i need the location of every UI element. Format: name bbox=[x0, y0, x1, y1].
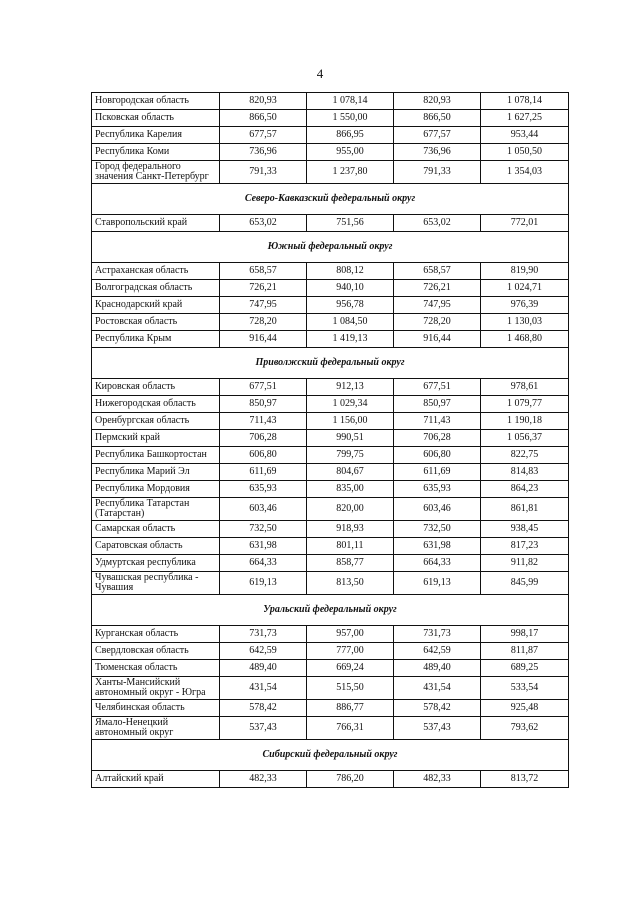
region-name-cell: Псковская область bbox=[92, 110, 220, 127]
table-row bbox=[92, 521, 569, 538]
value-cell-col-1: 791,33 bbox=[220, 161, 307, 184]
value-cell-col-1: 677,57 bbox=[220, 127, 307, 144]
value-cell-col-3: 916,44 bbox=[394, 331, 481, 348]
table-row bbox=[92, 297, 569, 314]
table-row bbox=[92, 314, 569, 331]
value-cell-col-3: 866,50 bbox=[394, 110, 481, 127]
value-cell-col-4: 1 050,50 bbox=[481, 144, 569, 161]
value-cell-col-2: 955,00 bbox=[307, 144, 394, 161]
value-cell-col-3: 711,43 bbox=[394, 413, 481, 430]
value-cell-col-2: 912,13 bbox=[307, 379, 394, 396]
region-name-cell: Ханты-Мансийский автономный округ - Югра bbox=[92, 677, 220, 700]
table-row bbox=[92, 396, 569, 413]
value-cell-col-3: 653,02 bbox=[394, 215, 481, 232]
value-cell-col-2: 766,31 bbox=[307, 717, 394, 740]
value-cell-col-1: 664,33 bbox=[220, 555, 307, 572]
table-row bbox=[92, 677, 569, 700]
federal-district-heading: Северо-Кавказский федеральный округ bbox=[92, 184, 569, 215]
value-cell-col-3: 619,13 bbox=[394, 572, 481, 595]
value-cell-col-3: 631,98 bbox=[394, 538, 481, 555]
value-cell-col-2: 940,10 bbox=[307, 280, 394, 297]
region-name-cell: Тюменская область bbox=[92, 660, 220, 677]
value-cell-col-1: 726,21 bbox=[220, 280, 307, 297]
table-row bbox=[92, 430, 569, 447]
value-cell-col-4: 1 468,80 bbox=[481, 331, 569, 348]
section-header-row bbox=[92, 740, 569, 771]
value-cell-col-2: 1 550,00 bbox=[307, 110, 394, 127]
table-row bbox=[92, 280, 569, 297]
value-cell-col-3: 747,95 bbox=[394, 297, 481, 314]
value-cell-col-1: 706,28 bbox=[220, 430, 307, 447]
value-cell-col-3: 677,57 bbox=[394, 127, 481, 144]
value-cell-col-2: 786,20 bbox=[307, 771, 394, 788]
value-cell-col-2: 918,93 bbox=[307, 521, 394, 538]
table-row bbox=[92, 700, 569, 717]
region-name-cell: Чувашская республика - Чувашия bbox=[92, 572, 220, 595]
table-row bbox=[92, 447, 569, 464]
value-cell-col-4: 1 056,37 bbox=[481, 430, 569, 447]
region-name-cell: Ямало-Ненецкий автономный округ bbox=[92, 717, 220, 740]
value-cell-col-4: 793,62 bbox=[481, 717, 569, 740]
value-cell-col-2: 990,51 bbox=[307, 430, 394, 447]
region-name-cell: Ставропольский край bbox=[92, 215, 220, 232]
value-cell-col-2: 866,95 bbox=[307, 127, 394, 144]
value-cell-col-4: 864,23 bbox=[481, 481, 569, 498]
value-cell-col-2: 804,67 bbox=[307, 464, 394, 481]
section-header-row bbox=[92, 348, 569, 379]
table-row bbox=[92, 263, 569, 280]
table-row bbox=[92, 771, 569, 788]
value-cell-col-3: 603,46 bbox=[394, 498, 481, 521]
federal-district-heading: Сибирский федеральный округ bbox=[92, 740, 569, 771]
region-name-cell: Республика Марий Эл bbox=[92, 464, 220, 481]
region-name-cell: Город федерального значения Санкт-Петербург bbox=[92, 161, 220, 184]
value-cell-col-2: 956,78 bbox=[307, 297, 394, 314]
region-name-cell: Свердловская область bbox=[92, 643, 220, 660]
region-name-cell: Пермский край bbox=[92, 430, 220, 447]
value-cell-col-3: 611,69 bbox=[394, 464, 481, 481]
table-row bbox=[92, 481, 569, 498]
value-cell-col-4: 938,45 bbox=[481, 521, 569, 538]
table-row bbox=[92, 93, 569, 110]
value-cell-col-3: 736,96 bbox=[394, 144, 481, 161]
value-cell-col-3: 728,20 bbox=[394, 314, 481, 331]
value-cell-col-1: 732,50 bbox=[220, 521, 307, 538]
value-cell-col-1: 728,20 bbox=[220, 314, 307, 331]
value-cell-col-1: 603,46 bbox=[220, 498, 307, 521]
value-cell-col-4: 911,82 bbox=[481, 555, 569, 572]
value-cell-col-3: 732,50 bbox=[394, 521, 481, 538]
value-cell-col-2: 820,00 bbox=[307, 498, 394, 521]
value-cell-col-2: 1 419,13 bbox=[307, 331, 394, 348]
page-number: 4 bbox=[316, 66, 324, 81]
value-cell-col-4: 772,01 bbox=[481, 215, 569, 232]
federal-district-heading: Южный федеральный округ bbox=[92, 232, 569, 263]
value-cell-col-3: 635,93 bbox=[394, 481, 481, 498]
region-name-cell: Удмуртская республика bbox=[92, 555, 220, 572]
value-cell-col-1: 482,33 bbox=[220, 771, 307, 788]
region-name-cell: Республика Коми bbox=[92, 144, 220, 161]
value-cell-col-4: 861,81 bbox=[481, 498, 569, 521]
value-cell-col-3: 791,33 bbox=[394, 161, 481, 184]
value-cell-col-1: 642,59 bbox=[220, 643, 307, 660]
value-cell-col-3: 431,54 bbox=[394, 677, 481, 700]
value-cell-col-1: 850,97 bbox=[220, 396, 307, 413]
value-cell-col-2: 1 029,34 bbox=[307, 396, 394, 413]
value-cell-col-1: 736,96 bbox=[220, 144, 307, 161]
value-cell-col-1: 653,02 bbox=[220, 215, 307, 232]
table-row bbox=[92, 717, 569, 740]
table-row bbox=[92, 379, 569, 396]
value-cell-col-2: 1 084,50 bbox=[307, 314, 394, 331]
value-cell-col-4: 1 024,71 bbox=[481, 280, 569, 297]
value-cell-col-4: 1 354,03 bbox=[481, 161, 569, 184]
value-cell-col-3: 482,33 bbox=[394, 771, 481, 788]
value-cell-col-2: 957,00 bbox=[307, 626, 394, 643]
table-row bbox=[92, 331, 569, 348]
value-cell-col-3: 677,51 bbox=[394, 379, 481, 396]
value-cell-col-2: 886,77 bbox=[307, 700, 394, 717]
region-name-cell: Краснодарский край bbox=[92, 297, 220, 314]
value-cell-col-3: 820,93 bbox=[394, 93, 481, 110]
region-name-cell: Республика Крым bbox=[92, 331, 220, 348]
section-header-row bbox=[92, 184, 569, 215]
value-cell-col-4: 925,48 bbox=[481, 700, 569, 717]
table-row bbox=[92, 110, 569, 127]
region-name-cell: Алтайский край bbox=[92, 771, 220, 788]
region-name-cell: Республика Башкортостан bbox=[92, 447, 220, 464]
value-cell-col-2: 751,56 bbox=[307, 215, 394, 232]
value-cell-col-3: 642,59 bbox=[394, 643, 481, 660]
value-cell-col-4: 1 078,14 bbox=[481, 93, 569, 110]
value-cell-col-2: 858,77 bbox=[307, 555, 394, 572]
value-cell-col-1: 611,69 bbox=[220, 464, 307, 481]
value-cell-col-4: 1 627,25 bbox=[481, 110, 569, 127]
value-cell-col-2: 835,00 bbox=[307, 481, 394, 498]
value-cell-col-4: 1 079,77 bbox=[481, 396, 569, 413]
value-cell-col-4: 998,17 bbox=[481, 626, 569, 643]
region-name-cell: Кировская область bbox=[92, 379, 220, 396]
table-row bbox=[92, 144, 569, 161]
value-cell-col-1: 619,13 bbox=[220, 572, 307, 595]
value-cell-col-4: 1 190,18 bbox=[481, 413, 569, 430]
value-cell-col-3: 606,80 bbox=[394, 447, 481, 464]
region-name-cell: Нижегородская область bbox=[92, 396, 220, 413]
value-cell-col-1: 635,93 bbox=[220, 481, 307, 498]
table-row bbox=[92, 538, 569, 555]
value-cell-col-2: 515,50 bbox=[307, 677, 394, 700]
value-cell-col-1: 731,73 bbox=[220, 626, 307, 643]
region-name-cell: Саратовская область bbox=[92, 538, 220, 555]
federal-district-heading: Приволжский федеральный округ bbox=[92, 348, 569, 379]
table-row bbox=[92, 127, 569, 144]
value-cell-col-3: 726,21 bbox=[394, 280, 481, 297]
value-cell-col-1: 578,42 bbox=[220, 700, 307, 717]
region-name-cell: Оренбургская область bbox=[92, 413, 220, 430]
region-name-cell: Республика Карелия bbox=[92, 127, 220, 144]
value-cell-col-3: 731,73 bbox=[394, 626, 481, 643]
region-name-cell: Курганская область bbox=[92, 626, 220, 643]
value-cell-col-3: 658,57 bbox=[394, 263, 481, 280]
table-row bbox=[92, 626, 569, 643]
value-cell-col-2: 669,24 bbox=[307, 660, 394, 677]
value-cell-col-4: 976,39 bbox=[481, 297, 569, 314]
value-cell-col-2: 777,00 bbox=[307, 643, 394, 660]
table-row bbox=[92, 643, 569, 660]
value-cell-col-3: 537,43 bbox=[394, 717, 481, 740]
value-cell-col-2: 1 156,00 bbox=[307, 413, 394, 430]
value-cell-col-3: 706,28 bbox=[394, 430, 481, 447]
table-row bbox=[92, 215, 569, 232]
value-cell-col-4: 811,87 bbox=[481, 643, 569, 660]
value-cell-col-4: 814,83 bbox=[481, 464, 569, 481]
tariff-table-body bbox=[92, 93, 569, 788]
tariff-table bbox=[91, 92, 569, 788]
value-cell-col-1: 677,51 bbox=[220, 379, 307, 396]
value-cell-col-1: 631,98 bbox=[220, 538, 307, 555]
value-cell-col-1: 711,43 bbox=[220, 413, 307, 430]
table-row bbox=[92, 572, 569, 595]
region-name-cell: Республика Татарстан (Татарстан) bbox=[92, 498, 220, 521]
value-cell-col-3: 578,42 bbox=[394, 700, 481, 717]
table-row bbox=[92, 498, 569, 521]
region-name-cell: Республика Мордовия bbox=[92, 481, 220, 498]
value-cell-col-4: 978,61 bbox=[481, 379, 569, 396]
table-row bbox=[92, 464, 569, 481]
value-cell-col-4: 1 130,03 bbox=[481, 314, 569, 331]
value-cell-col-2: 1 237,80 bbox=[307, 161, 394, 184]
value-cell-col-3: 850,97 bbox=[394, 396, 481, 413]
region-name-cell: Челябинская область bbox=[92, 700, 220, 717]
table-row bbox=[92, 161, 569, 184]
value-cell-col-4: 533,54 bbox=[481, 677, 569, 700]
value-cell-col-1: 431,54 bbox=[220, 677, 307, 700]
value-cell-col-2: 799,75 bbox=[307, 447, 394, 464]
value-cell-col-1: 658,57 bbox=[220, 263, 307, 280]
region-name-cell: Волгоградская область bbox=[92, 280, 220, 297]
region-name-cell: Ростовская область bbox=[92, 314, 220, 331]
section-header-row bbox=[92, 232, 569, 263]
region-name-cell: Новгородская область bbox=[92, 93, 220, 110]
value-cell-col-1: 537,43 bbox=[220, 717, 307, 740]
table-row bbox=[92, 660, 569, 677]
value-cell-col-2: 808,12 bbox=[307, 263, 394, 280]
value-cell-col-4: 817,23 bbox=[481, 538, 569, 555]
region-name-cell: Самарская область bbox=[92, 521, 220, 538]
region-name-cell: Астраханская область bbox=[92, 263, 220, 280]
value-cell-col-1: 606,80 bbox=[220, 447, 307, 464]
value-cell-col-1: 489,40 bbox=[220, 660, 307, 677]
value-cell-col-4: 813,72 bbox=[481, 771, 569, 788]
value-cell-col-3: 664,33 bbox=[394, 555, 481, 572]
value-cell-col-4: 845,99 bbox=[481, 572, 569, 595]
value-cell-col-4: 819,90 bbox=[481, 263, 569, 280]
value-cell-col-2: 813,50 bbox=[307, 572, 394, 595]
value-cell-col-1: 916,44 bbox=[220, 331, 307, 348]
value-cell-col-3: 489,40 bbox=[394, 660, 481, 677]
value-cell-col-4: 689,25 bbox=[481, 660, 569, 677]
value-cell-col-1: 820,93 bbox=[220, 93, 307, 110]
value-cell-col-1: 747,95 bbox=[220, 297, 307, 314]
value-cell-col-1: 866,50 bbox=[220, 110, 307, 127]
federal-district-heading: Уральский федеральный округ bbox=[92, 595, 569, 626]
table-row bbox=[92, 413, 569, 430]
section-header-row bbox=[92, 595, 569, 626]
value-cell-col-4: 822,75 bbox=[481, 447, 569, 464]
table-row bbox=[92, 555, 569, 572]
value-cell-col-4: 953,44 bbox=[481, 127, 569, 144]
value-cell-col-2: 1 078,14 bbox=[307, 93, 394, 110]
value-cell-col-2: 801,11 bbox=[307, 538, 394, 555]
